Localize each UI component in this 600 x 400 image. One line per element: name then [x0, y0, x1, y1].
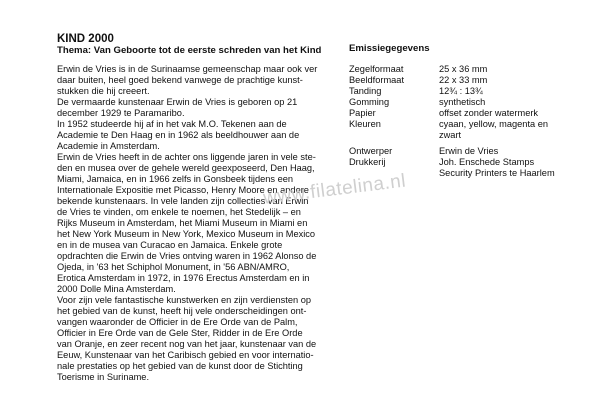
- spec-value-line: synthetisch: [439, 97, 486, 107]
- page-title: KIND 2000: [57, 33, 114, 45]
- spec-value-line: 12¾ : 13¾: [439, 86, 483, 96]
- spec-value: [439, 157, 555, 179]
- body-line: Eeuw, Kunstenaar van het Caribisch gebied en voor internatio-: [57, 350, 314, 360]
- spec-label: Ontwerper: [349, 146, 393, 156]
- body-line: vangen waaronder de Officier in de Ere Orde van de Palm,: [57, 317, 298, 327]
- body-line: 2000 Dolle Mina Amsterdam.: [57, 284, 176, 294]
- body-line: Rijks Museum in Amsterdam, het Miami Museum in Miami en: [57, 218, 308, 228]
- spec-label: Papier: [349, 108, 376, 118]
- spec-label: Zegelformaat: [349, 64, 404, 74]
- spec-value: [439, 64, 549, 75]
- spec-value-line: Erwin de Vries: [439, 146, 499, 156]
- body-line: Voor zijn vele fantastische kunstwerken en zijn verdiensten op: [57, 295, 312, 305]
- spec-value-line: 22 x 33 mm: [439, 75, 488, 85]
- body-line: Erwin de Vries is in de Surinaamse gemeenschap maar ook ver: [57, 64, 318, 74]
- body-line: het gebied van de kunst, heeft hij vele onderscheidingen ont-: [57, 306, 307, 316]
- spec-label: Tanding: [349, 86, 382, 96]
- spec-row: [349, 119, 549, 141]
- body-line: Internationale Expositie met Picasso, Henry Moore en andere: [57, 185, 309, 195]
- spec-row: [349, 146, 549, 157]
- spec-row: [349, 64, 549, 75]
- specs-table: [349, 64, 555, 179]
- watermark-text: www.filatelina.nl: [262, 170, 408, 209]
- spec-value-line: cyaan, yellow, magenta en: [439, 119, 549, 129]
- spec-value: [439, 75, 549, 86]
- spec-value-line: Security Printers te Haarlem: [439, 168, 555, 178]
- body-line: opdrachten die Erwin de Vries ontving waren in 1962 Alonso de: [57, 251, 317, 261]
- spec-value-line: Joh. Enschede Stamps: [439, 157, 535, 167]
- spec-row: [349, 157, 555, 179]
- body-line: december 1929 te Paramaribo.: [57, 108, 185, 118]
- body-line: Academie in Amsterdam.: [57, 141, 160, 151]
- body-line: het New York Museum in New York, Mexico Museum in Mexico: [57, 229, 316, 239]
- spec-label: Gomming: [349, 97, 390, 107]
- body-line: den en musea over de gehele wereld geexposeerd, Den Haag,: [57, 163, 315, 173]
- body-line: van Oranje, en zeer recent nog van het jaar, kunstenaar van de: [57, 339, 317, 349]
- spec-value: [439, 146, 549, 157]
- body-line: stukken die hij creeert.: [57, 86, 150, 96]
- body-line: De vermaarde kunstenaar Erwin de Vries is geboren op 21: [57, 97, 298, 107]
- specs-title: Emissiegegevens: [349, 43, 430, 54]
- body-line: Erotica Amsterdam in 1972, in 1976 Erectus Amsterdam en in: [57, 273, 310, 283]
- body-line: bekende kunstenaars. In vele landen zijn collecties van Erwin: [57, 196, 309, 206]
- body-line: nale prestaties op het gebied van de kunst door de Stichting: [57, 361, 303, 371]
- spec-row: [349, 75, 549, 86]
- spec-label: Drukkerij: [349, 157, 386, 167]
- body-line: Erwin de Vries heeft in de achter ons liggende jaren in vele ste-: [57, 152, 316, 162]
- spec-value-line: zwart: [439, 130, 462, 140]
- spec-value-line: 25 x 36 mm: [439, 64, 488, 74]
- spec-value-line: offset zonder watermerk: [439, 108, 539, 118]
- body-line: Miami, Jamaica, en in 1966 zelfs in Gonsbeek tijdens een: [57, 174, 294, 184]
- body-line: Academie te Den Haag en in 1962 als beeldhouwer aan de: [57, 130, 300, 140]
- spec-value: [439, 86, 549, 97]
- body-line: de Vries te vinden, om enkele te noemen, het Stedelijk – en: [57, 207, 301, 217]
- body-line: Officier in Ere Orde van de Gele Ster, Ridder in de Ere Orde: [57, 328, 303, 338]
- spec-label: Kleuren: [349, 119, 381, 129]
- biography-text: [57, 64, 332, 383]
- spec-value: [439, 108, 549, 119]
- body-line: en in de musea van Curacao en Jamaica. Enkele grote: [57, 240, 283, 250]
- spec-value: [439, 119, 549, 141]
- spec-row: [349, 97, 549, 108]
- body-line: daar buiten, heel goed bekend vanwege de prachtige kunst-: [57, 75, 303, 85]
- spec-row: [349, 108, 549, 119]
- body-line: In 1952 studeerde hij af in het vak M.O. Tekenen aan de: [57, 119, 287, 129]
- theme-subtitle: Thema: Van Geboorte tot de eerste schreden van het Kind: [57, 45, 322, 56]
- spec-label: Beeldformaat: [349, 75, 405, 85]
- spec-value: [439, 97, 549, 108]
- body-line: Toerisme in Suriname.: [57, 372, 150, 382]
- spec-row: [349, 86, 549, 97]
- body-line: Ojeda, in '63 het Schiphol Monument, in '56 ABN/AMRO,: [57, 262, 290, 272]
